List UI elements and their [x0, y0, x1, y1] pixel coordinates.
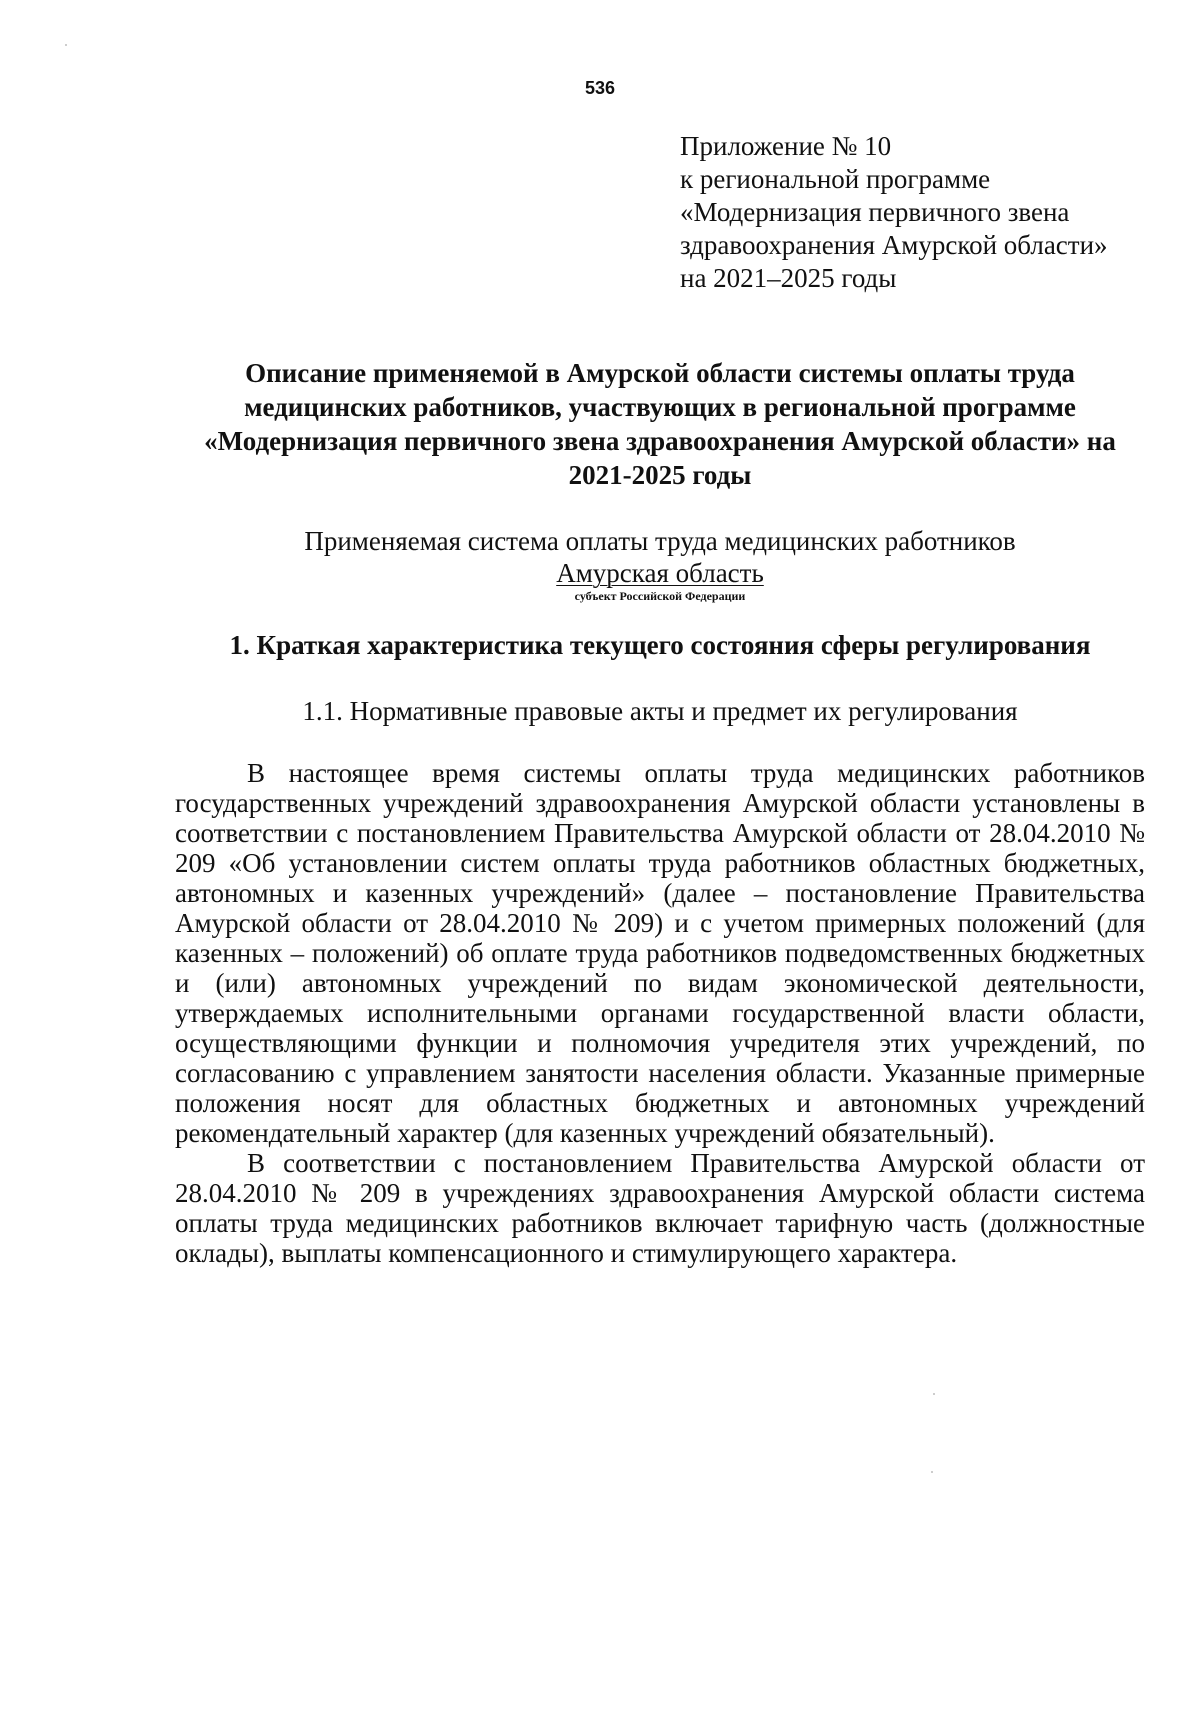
scan-speck: [931, 1471, 933, 1473]
region-caption: субъект Российской Федерации: [574, 589, 746, 603]
appendix-line: к региональной программе: [680, 164, 991, 194]
paragraph: В настоящее время системы оплаты труда медицинских работников государственных учреждений здравоохранения Амурской области установлены в соответствии с постановлением Правительства Амурской области от 28.04.2010 № 209 «Об установлении систем оплаты труда работников областных бюджетных, автономных и казенных учреждений» (далее – постановление Правительства Амурской области от 28.04.2010 № 209) и с учетом примерных положений (для казенных – положений) об оплате труда работников подведомственных бюджетных и (или) автономных учреждений по видам экономической деятельности, утверждаемых исполнительными органами государственной власти области, осуществляющими функции и полномочия учредителя этих учреждений, по согласованию с управлением занятости населения области. Указанные примерные положения носят для областных бюджетных и автономных учреждений рекомендательный характер (для казенных учреждений обязательный).: [175, 758, 1145, 1148]
title-line: «Модернизация первичного звена здравоохранения Амурской области» на: [204, 426, 1116, 456]
appendix-line: на 2021–2025 годы: [680, 263, 897, 293]
appendix-line: Приложение № 10: [680, 131, 892, 161]
appendix-note: [680, 130, 1180, 295]
document-title: [160, 356, 1160, 492]
scan-speck: [933, 1393, 935, 1395]
paragraph: В соответствии с постановлением Правительства Амурской области от 28.04.2010 № 209 в учреждениях здравоохранения Амурской области система оплаты труда медицинских работников включает тарифную часть (должностные оклады), выплаты компенсационного и стимулирующего характера.: [175, 1148, 1145, 1268]
payment-system-heading: Применяемая система оплаты труда медицинских работников: [304, 526, 1016, 556]
title-line: 2021-2025 годы: [568, 460, 752, 490]
scan-speck: [65, 44, 67, 46]
page-number: 536: [584, 78, 616, 98]
section-heading: 1. Краткая характеристика текущего состояния сферы регулирования: [229, 630, 1091, 660]
payment-system-block: [160, 524, 1160, 604]
appendix-line: здравоохранения Амурской области»: [680, 230, 1108, 260]
subsection-heading: 1.1. Нормативные правовые акты и предмет их регулирования: [302, 696, 1018, 726]
title-line: медицинских работников, участвующих в региональной программе: [244, 392, 1076, 422]
body-text: [175, 758, 1145, 1268]
appendix-line: «Модернизация первичного звена: [680, 197, 1070, 227]
title-line: Описание применяемой в Амурской области системы оплаты труда: [245, 358, 1075, 388]
region-name: Амурская область: [556, 558, 764, 588]
